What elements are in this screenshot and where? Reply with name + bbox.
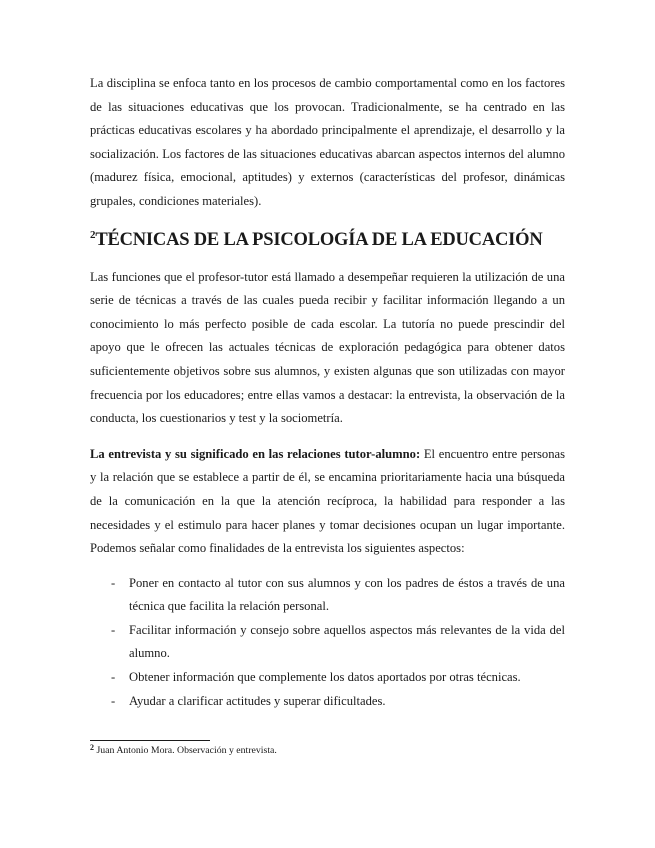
- list-item-text: Obtener información que complemente los datos aportados por otras técnicas.: [129, 670, 521, 685]
- list-dash: -: [111, 670, 116, 685]
- list-item: [90, 572, 565, 619]
- techniques-paragraph: Las funciones que el profesor-tutor está llamado a desempeñar requieren la utilización de una serie de técnicas a través de las cuales pueda recibir y facilitar información llegando a un conocimiento lo más perfecto posible de cada escolar. La tutoría no puede prescindir del apoyo que le ofrecen las actuales técnicas de exploración pedagógica para obtener datos suficientemente objetivos sobre sus alumnos, y existen algunas que son utilizadas con mayor frecuencia por los educadores; entre ellas vamos a destacar: la entrevista, la observación de la conducta, los cuestionarios y test y la sociometría.: [90, 269, 565, 426]
- list-item: [90, 619, 565, 666]
- heading-title: TÉCNICAS DE LA PSICOLOGÍA DE LA EDUCACIÓN: [95, 229, 543, 250]
- document-body: [90, 72, 565, 713]
- intro-paragraph: La disciplina se enfoca tanto en los procesos de cambio comportamental como en los factores de las situaciones educativas que los provocan. Tradicionalmente, se ha centrado en las prácticas educativas escolares y ha abordado principalmente el aprendizaje, el desarrollo y la socialización. Los factores de las situaciones educativas abarcan aspectos internos del alumno (madurez física, emocional, aptitudes) y externos (características del profesor, dinámicas grupales, condiciones materiales).: [90, 76, 565, 208]
- list-dash: -: [111, 575, 116, 590]
- list-item-text: Ayudar a clarificar actitudes y superar dificultades.: [129, 693, 386, 708]
- list-dash: -: [111, 693, 116, 708]
- list-item: [90, 690, 565, 714]
- interview-paragraph-lead: La entrevista y su significado en las relaciones tutor-alumno:: [90, 446, 421, 461]
- list-item-text: Facilitar información y consejo sobre aquellos aspectos más relevantes de la vida del alumno.: [129, 622, 565, 661]
- list-dash: -: [111, 622, 116, 637]
- section-heading: [90, 228, 565, 252]
- list-item-text: Poner en contacto al tutor con sus alumnos y con los padres de éstos a través de una técnica que facilita la relación personal.: [129, 575, 565, 614]
- footnote-text: Juan Antonio Mora. Observación y entrevista.: [94, 745, 277, 756]
- list-item: [90, 666, 565, 690]
- heading-footnote-mark[interactable]: 2: [90, 228, 96, 241]
- interview-paragraph-body: El encuentro entre personas y la relación que se establece a partir de él, se encamina prioritariamente hacia una búsqueda de la comunicación en la que la atención recíproca, la habilidad para responder a las necesidades y el estimulo para hacer planes y tomar decisiones ocupan un lugar importante. Podemos señalar como finalidades de la entrevista los siguientes aspectos:: [90, 446, 565, 556]
- footnote-divider: [90, 740, 210, 741]
- interview-paragraph: [90, 443, 565, 561]
- footnote: [90, 744, 277, 758]
- footnote-mark: 2: [90, 743, 94, 752]
- interview-goals-list: [90, 572, 565, 714]
